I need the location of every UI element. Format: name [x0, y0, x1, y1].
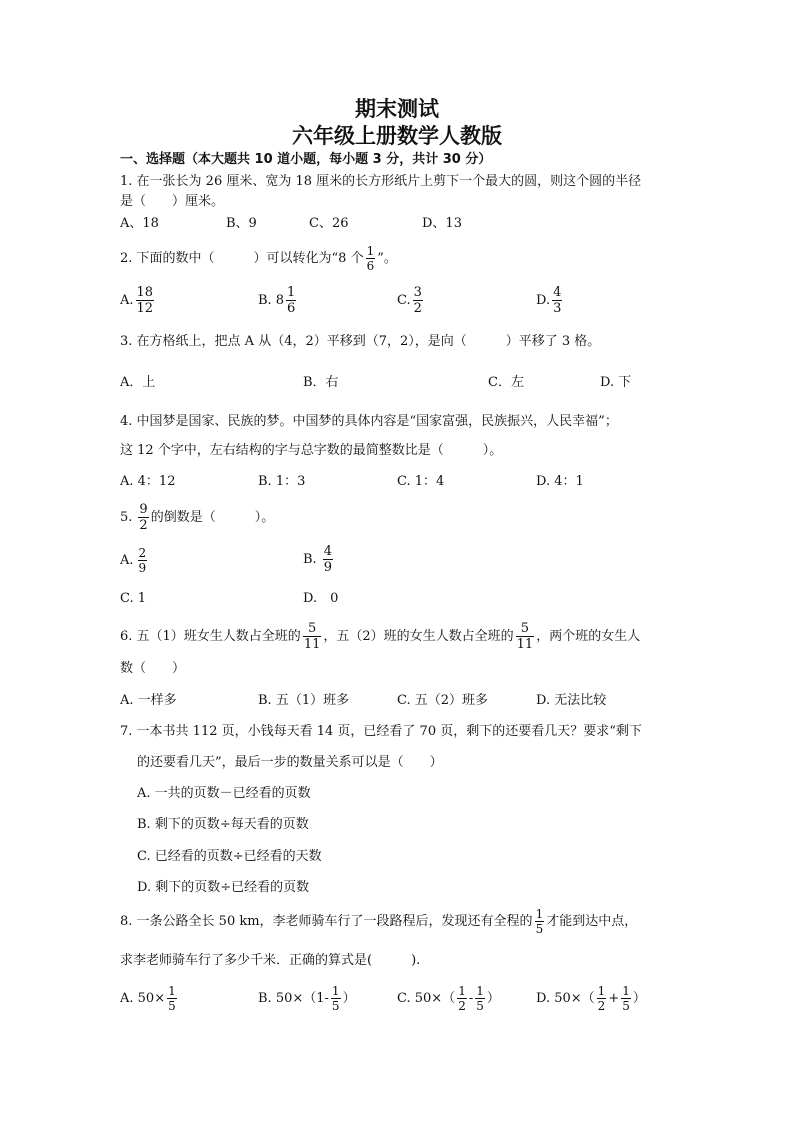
q8-opt-d-fraction-1: [597, 985, 607, 1012]
frac-den: 6: [286, 301, 296, 316]
q2-opt-a-fraction: [136, 286, 155, 315]
option-label: B. 50×（1-: [258, 990, 329, 1006]
q3-option-a: A．上: [120, 375, 156, 390]
q2-option-d: [536, 286, 564, 315]
q6-option-c: C. 五（2）班多: [397, 693, 489, 708]
q6-text-mid: ，五（2）班的女生人数占全班的: [323, 628, 514, 644]
q5-number: 5.: [120, 509, 133, 525]
plus-operator: +: [608, 990, 620, 1006]
q7-text-line2: 的还要看几天”，最后一步的数量关系可以是（ ）: [137, 755, 443, 770]
frac-den: 12: [136, 301, 154, 316]
q4-option-d: D. 4：1: [536, 474, 584, 489]
close-paren: ）: [632, 990, 646, 1006]
q8-option-b: [258, 985, 356, 1012]
q2-opt-b-fraction: [286, 286, 296, 315]
q2-text: [120, 245, 397, 272]
frac-den: 11: [516, 637, 534, 652]
frac-den: 2: [413, 301, 422, 316]
frac-den: 2: [597, 999, 606, 1013]
q4-text-line1: 4. 中国梦是国家、民族的梦。中国梦的具体内容是“国家富强，民族振兴，人民幸福”；: [120, 414, 618, 429]
q8-option-c: [397, 985, 500, 1012]
q2-fraction: [366, 245, 376, 272]
q1-text-line2: 是（ ）厘米。: [120, 194, 225, 209]
q7-option-b: B. 剩下的页数÷每天看的页数: [137, 817, 309, 832]
frac-num: 3: [413, 285, 422, 300]
q6-text-line2: 数（ ）: [120, 661, 186, 676]
frac-den: 3: [553, 301, 562, 316]
frac-num: 4: [553, 285, 562, 300]
q1-option-d: D、13: [422, 216, 462, 231]
section-heading: 一、选择题（本大题共 10 道小题，每小题 3 分，共计 30 分）: [120, 152, 492, 167]
option-label: B.: [303, 551, 317, 567]
option-label: C.: [397, 292, 411, 308]
frac-num: 4: [323, 544, 332, 559]
frac-den: 5: [535, 922, 544, 936]
exam-title: 期末测试: [355, 97, 439, 121]
q8-text-pre: 8. 一条公路全长 50 km，李老师骑车行了一段路程后，发现还有全程的: [120, 913, 533, 929]
q8-text-line2: 求李老师骑车行了多少千米．正确的算式是( ).: [120, 953, 421, 968]
q7-option-a: A. 一共的页数－已经看的页数: [137, 786, 311, 801]
q3-option-d: D. 下: [600, 375, 632, 390]
frac-num: 1: [458, 984, 466, 998]
q5-opt-a-fraction: [138, 547, 148, 574]
q6-option-d: D. 无法比较: [536, 693, 607, 708]
option-label: A. 50×: [120, 990, 166, 1006]
mixed-whole: 8: [275, 292, 284, 308]
frac-num: 1: [535, 907, 544, 921]
q7-text-line1: 7. 一本书共 112 页，小钱每天看 14 页，已经看了 70 页，剩下的还要看几天？要求“剩下: [120, 724, 642, 739]
q1-text-line1: 1. 在一张长为 26 厘米、宽为 18 厘米的长方形纸片上剪下一个最大的圆，则这个圆的半径: [120, 174, 642, 189]
q6-text-line1: [120, 622, 640, 651]
option-label: D. 50×（: [536, 990, 595, 1006]
close-paren: ）: [486, 990, 500, 1006]
q2-option-b: [258, 286, 298, 315]
q5-option-c: C. 1: [120, 591, 147, 606]
q4-option-b: B. 1：3: [258, 474, 306, 489]
q5-option-b: [303, 545, 335, 574]
q8-opt-d-fraction-2: [621, 985, 631, 1012]
q5-fraction: [138, 503, 148, 532]
q5-text: [120, 503, 274, 532]
frac-den: 5: [331, 999, 340, 1013]
q2-option-c: [397, 286, 425, 315]
frac-num: 1: [286, 285, 296, 300]
frac-den: 2: [139, 518, 148, 533]
q3-option-b: B．右: [303, 375, 339, 390]
option-label: C. 50×（: [397, 990, 456, 1006]
q3-option-c: C．左: [488, 375, 524, 390]
q8-opt-b-fraction: [331, 985, 341, 1012]
q6-text-pre: 6. 五（1）班女生人数占全班的: [120, 628, 301, 644]
q2-opt-d-fraction: [552, 286, 562, 315]
frac-num: 1: [168, 984, 176, 998]
q2-frac-den: 6: [366, 259, 375, 273]
q7-option-c: C. 已经看的页数÷已经看的天数: [137, 849, 322, 864]
frac-num: 1: [476, 984, 484, 998]
q8-text-line1: [120, 908, 637, 935]
frac-den: 5: [622, 999, 630, 1013]
q6-fraction-1: [303, 622, 322, 651]
q5-text-post: 的倒数是（ ）。: [150, 509, 275, 525]
q8-option-a: [120, 985, 179, 1012]
q6-fraction-2: [516, 622, 535, 651]
q1-option-a: A、18: [120, 216, 159, 231]
q1-option-c: C、26: [309, 216, 349, 231]
q2-opt-c-fraction: [413, 286, 423, 315]
frac-den: 2: [458, 999, 466, 1013]
frac-den: 9: [138, 561, 147, 575]
q8-fraction: [535, 908, 545, 935]
option-label: A.: [120, 552, 134, 568]
q2-option-a: [120, 286, 156, 315]
frac-den: 5: [476, 999, 484, 1013]
q8-text-post: 才能到达中点，: [546, 913, 638, 929]
frac-num: 5: [307, 621, 317, 636]
option-label: D.: [536, 292, 551, 308]
q6-option-b: B. 五（1）班多: [258, 693, 350, 708]
q7-option-d: D. 剩下的页数÷已经看的页数: [137, 880, 310, 895]
option-label: A.: [120, 292, 134, 308]
frac-num: 1: [622, 984, 630, 998]
q2-text-post: ”。: [377, 250, 397, 266]
q2-frac-num: 1: [366, 244, 375, 258]
minus-operator: -: [468, 990, 474, 1006]
frac-num: 2: [138, 546, 147, 560]
frac-den: 11: [303, 637, 321, 652]
q4-option-c: C. 1：4: [397, 474, 445, 489]
q8-opt-c-fraction-2: [475, 985, 485, 1012]
frac-num: 5: [520, 621, 530, 636]
q1-option-b: B、9: [226, 216, 257, 231]
q5-opt-b-fraction: [323, 545, 333, 574]
q5-option-a: [120, 547, 149, 574]
q8-opt-c-fraction-1: [457, 985, 467, 1012]
frac-num: 18: [136, 285, 154, 300]
q8-option-d: [536, 985, 646, 1012]
q8-opt-a-fraction: [167, 985, 177, 1012]
q6-option-a: A. 一样多: [120, 693, 177, 708]
q2-text-pre: 2. 下面的数中（ ）可以转化为“8 个: [120, 250, 364, 266]
q3-text: 3. 在方格纸上，把点 A 从（4，2）平移到（7，2），是向（ ）平移了 3 格。: [120, 334, 601, 349]
close-paren: ）: [342, 990, 356, 1006]
exam-subtitle: 六年级上册数学人教版: [292, 124, 502, 148]
q4-text-line2: 这 12 个字中，左右结构的字与总字数的最简整数比是（ ）。: [120, 443, 503, 458]
frac-den: 9: [323, 560, 332, 575]
q6-text-post: ，两个班的女生人: [536, 628, 641, 644]
frac-den: 5: [168, 999, 176, 1013]
option-label: B.: [258, 292, 272, 308]
frac-num: 1: [597, 984, 606, 998]
frac-num: 1: [331, 984, 340, 998]
q5-option-d: D. 0: [303, 591, 339, 606]
q4-option-a: A. 4：12: [120, 474, 176, 489]
frac-num: 9: [139, 502, 148, 517]
